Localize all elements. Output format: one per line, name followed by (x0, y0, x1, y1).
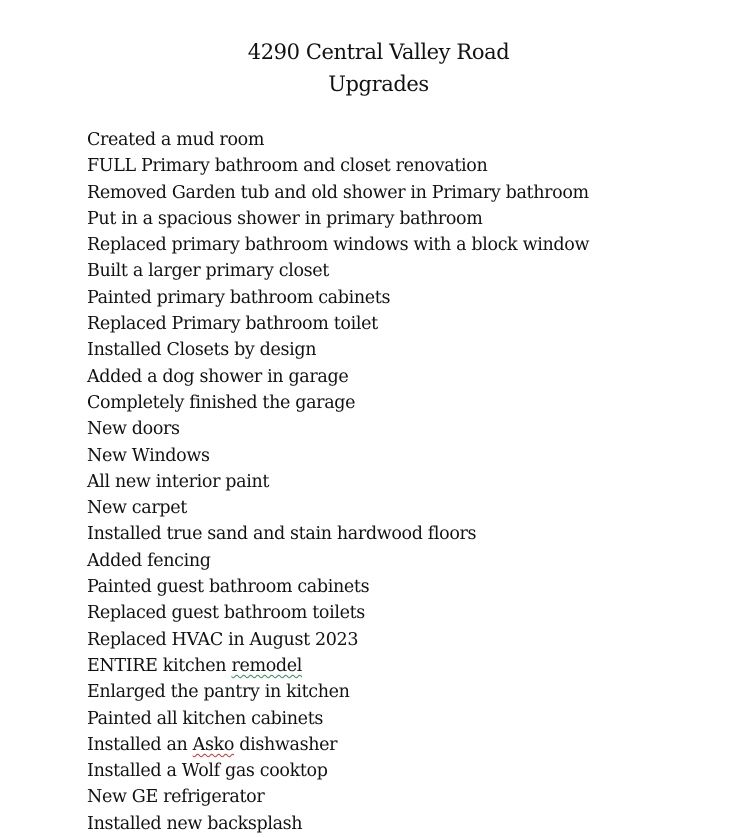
list-item: Painted guest bathroom cabinets (87, 577, 370, 598)
list-item: Completely finished the garage (87, 392, 356, 413)
list-item: Added a dog shower in garage (87, 366, 349, 387)
list-item: Installed new backsplash (87, 813, 303, 834)
list-item: Enlarged the pantry in kitchen (87, 682, 350, 703)
document-title: 4290 Central Valley Road (247, 40, 510, 64)
list-item (87, 653, 589, 679)
list-item: Added fencing (87, 550, 211, 571)
spelling-flag[interactable]: Asko (192, 734, 235, 755)
list-item: New carpet (87, 498, 187, 519)
list-item: Installed Closets by design (87, 340, 317, 361)
list-item: FULL Primary bathroom and closet renovation (87, 156, 488, 177)
list-item: All new interior paint (87, 471, 270, 492)
upgrades-list (87, 127, 589, 837)
list-item: New Windows (87, 445, 210, 466)
list-item: Removed Garden tub and old shower in Primary bathroom (87, 182, 589, 203)
list-item: Replaced primary bathroom windows with a block window (87, 235, 590, 256)
list-item-text: Installed an (87, 734, 193, 755)
grammar-flag[interactable]: remodel (231, 655, 302, 676)
list-item: Built a larger primary closet (87, 261, 329, 282)
list-item (87, 732, 589, 758)
list-item: New GE refrigerator (87, 787, 265, 808)
list-item: Painted all kitchen cabinets (87, 708, 324, 729)
list-item: Created a mud room (87, 130, 265, 150)
list-item: Installed true sand and stain hardwood floors (87, 524, 477, 545)
list-item-text: dishwasher (234, 734, 338, 755)
list-item: Replaced Primary bathroom toilet (87, 314, 378, 335)
list-item: Put in a spacious shower in primary bathroom (87, 208, 483, 229)
list-item: Replaced HVAC in August 2023 (87, 629, 359, 650)
list-item: New doors (87, 419, 180, 440)
list-item: Painted primary bathroom cabinets (87, 287, 391, 308)
document-subtitle: Upgrades (328, 72, 429, 96)
list-item: Installed a Wolf gas cooktop (87, 761, 328, 782)
list-item: Replaced guest bathroom toilets (87, 603, 365, 624)
document-header (0, 36, 733, 100)
list-item-text: ENTIRE kitchen (87, 655, 232, 676)
